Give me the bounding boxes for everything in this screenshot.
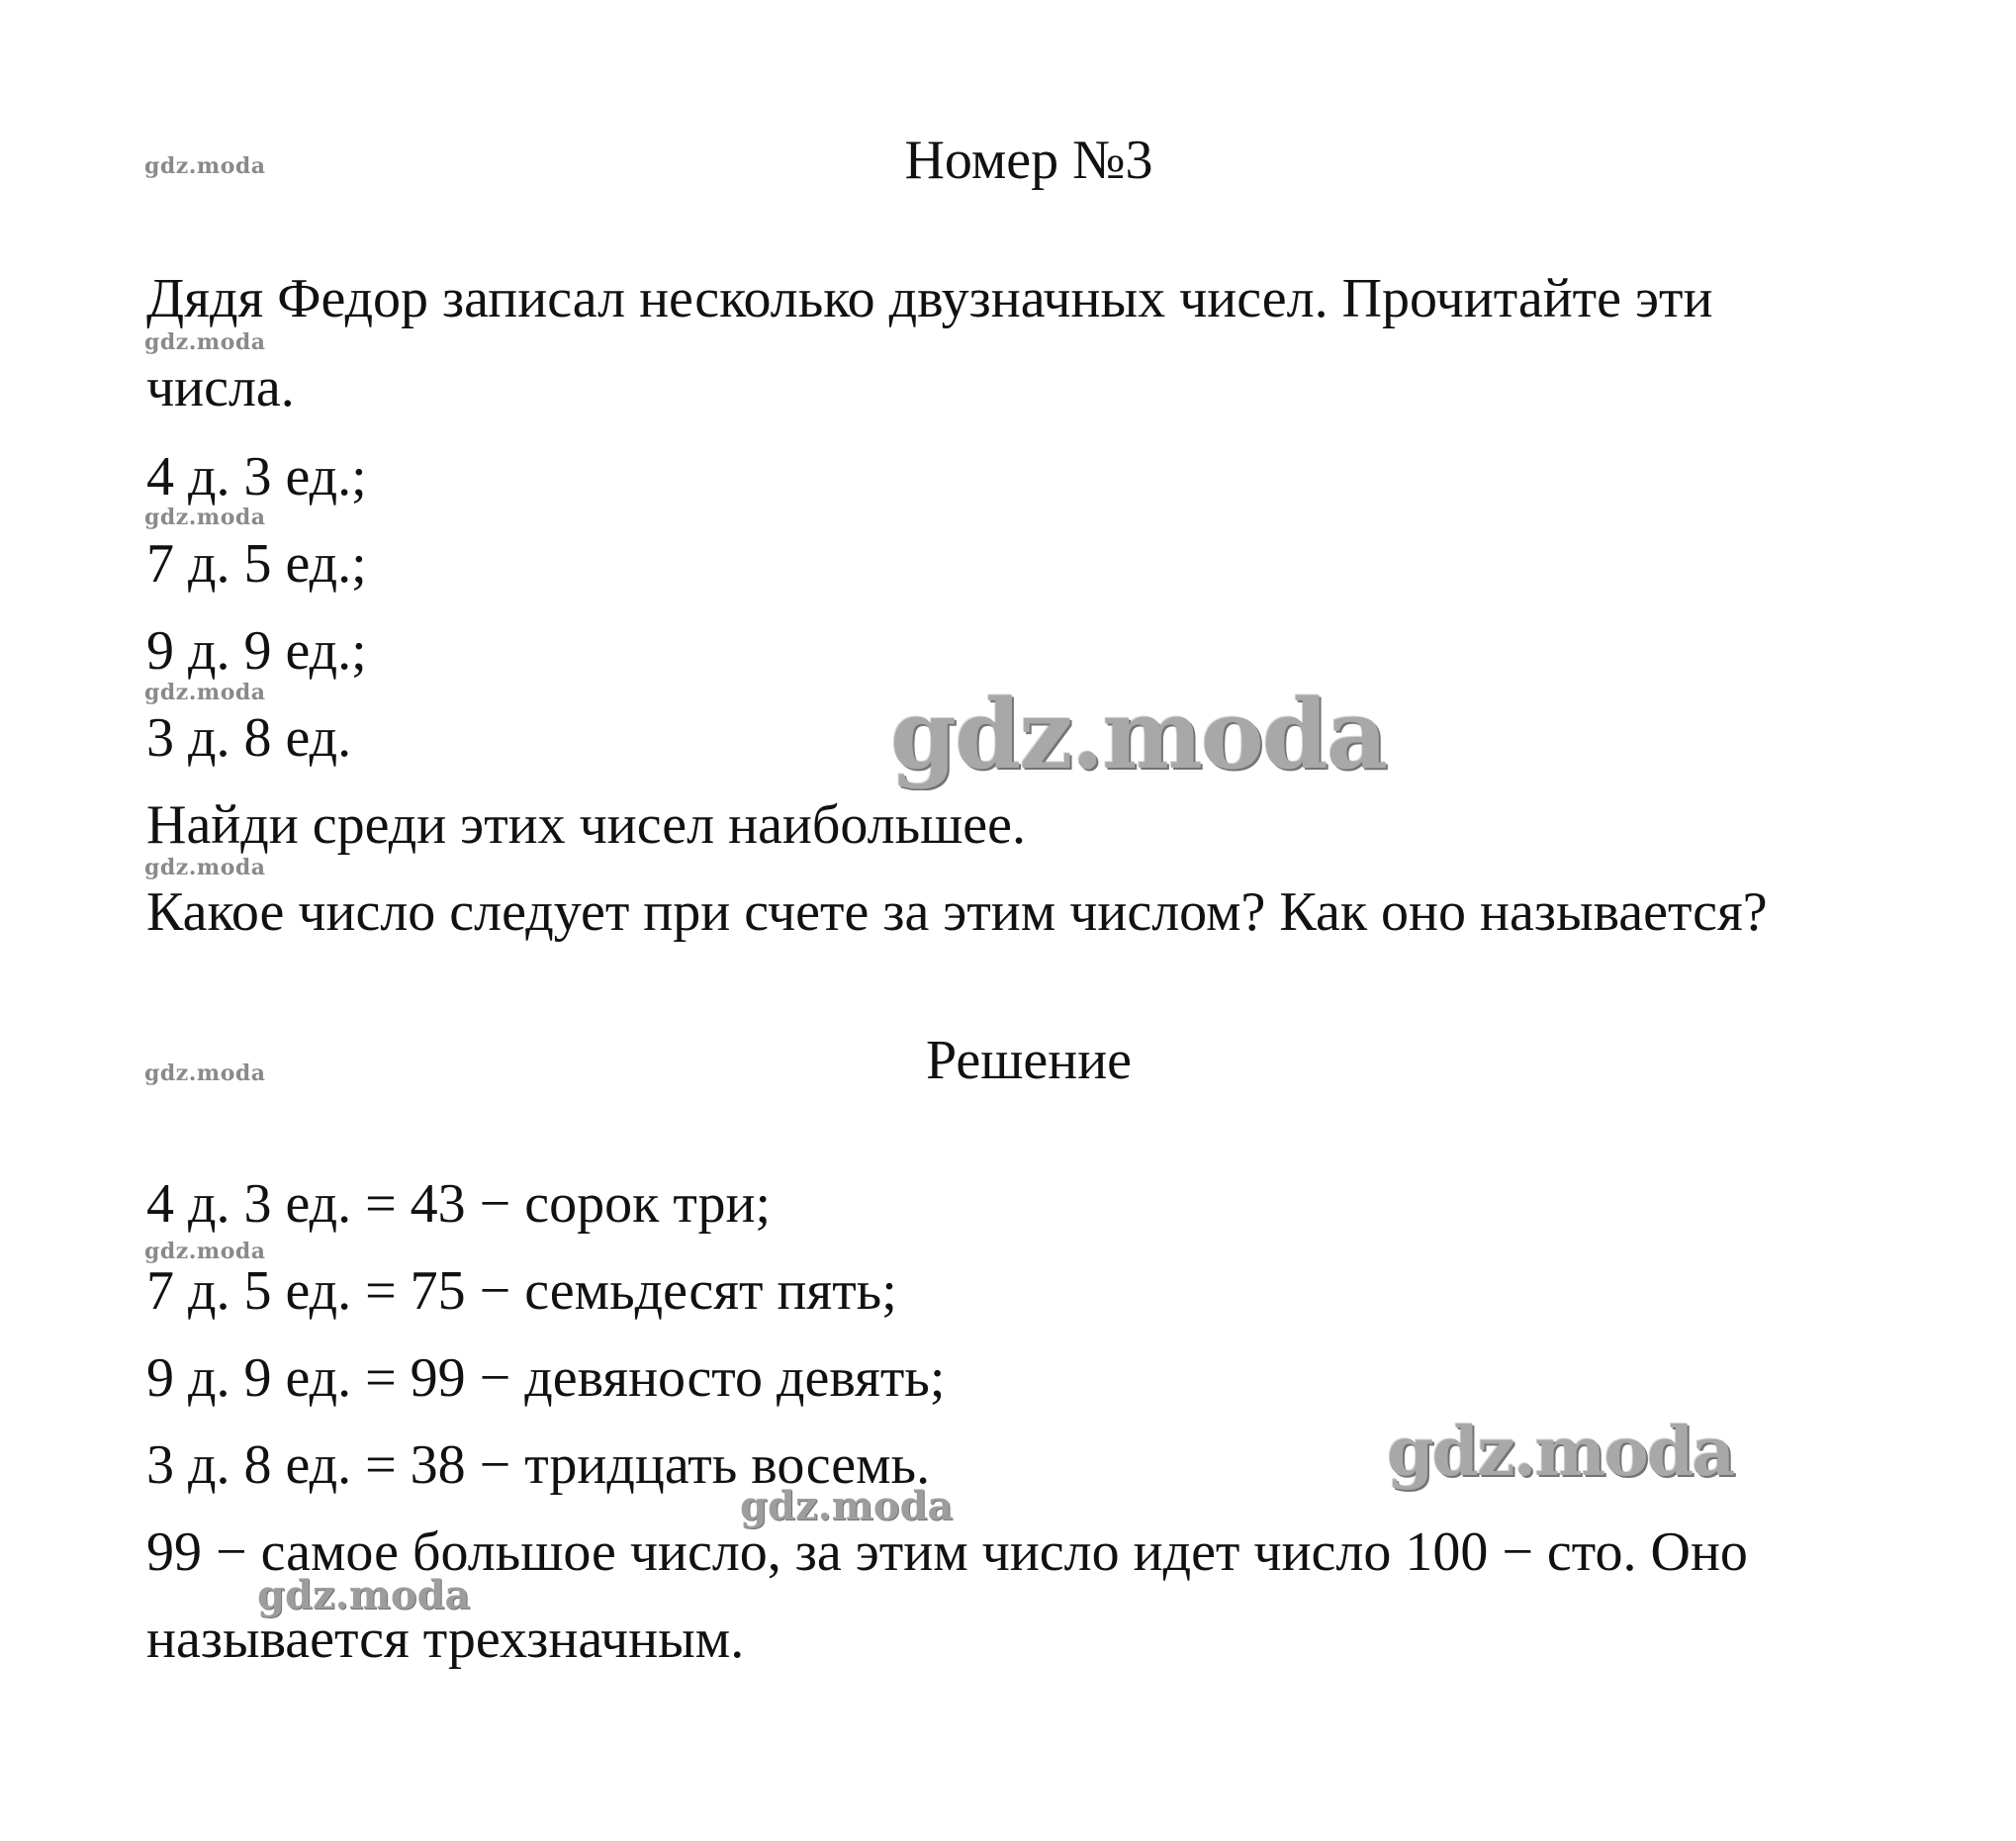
watermark-large: gdz.moda <box>890 679 1387 790</box>
solution-line: 7 д. 5 ед. = 75 − семьдесят пять; <box>146 1260 897 1322</box>
task-intro-line-2: числа. <box>146 357 295 418</box>
task-item: 7 д. 5 ед.; <box>146 533 367 595</box>
watermark-small: gdz.moda <box>144 1060 266 1086</box>
solution-line: 3 д. 8 ед. = 38 − тридцать восемь. <box>146 1434 931 1496</box>
solution-line: 9 д. 9 ед. = 99 − девяносто девять; <box>146 1347 946 1409</box>
task-item: 3 д. 8 ед. <box>146 707 352 769</box>
watermark-small: gdz.moda <box>144 855 266 880</box>
watermark-medium: gdz.moda <box>740 1483 954 1529</box>
task-question-2: Какое число следует при счете за этим числом? Как оно называется? <box>146 881 1768 943</box>
watermark-small: gdz.moda <box>144 153 266 179</box>
task-item: 4 д. 3 ед.; <box>146 446 367 507</box>
solution-heading: Решение <box>925 1030 1133 1091</box>
watermark-medium: gdz.moda <box>257 1572 471 1618</box>
watermark-small: gdz.moda <box>144 329 266 355</box>
watermark-small: gdz.moda <box>144 1239 266 1264</box>
task-question-1: Найди среди этих чисел наибольшее. <box>146 794 1026 856</box>
task-item: 9 д. 9 ед.; <box>146 620 367 682</box>
watermark-small: gdz.moda <box>144 680 266 705</box>
task-intro-line-1: Дядя Федор записал несколько двузначных чисел. Прочитайте эти <box>146 268 1713 329</box>
watermark-small: gdz.moda <box>144 505 266 530</box>
page-title: Номер №3 <box>904 130 1153 191</box>
solution-conclusion-line-2: называется трехзначным. <box>146 1609 745 1670</box>
solution-conclusion-line-1: 99 − самое большое число, за этим число идет число 100 − сто. Оно <box>146 1521 1748 1583</box>
solution-line: 4 д. 3 ед. = 43 − сорок три; <box>146 1173 772 1235</box>
watermark-large: gdz.moda <box>1387 1413 1734 1492</box>
